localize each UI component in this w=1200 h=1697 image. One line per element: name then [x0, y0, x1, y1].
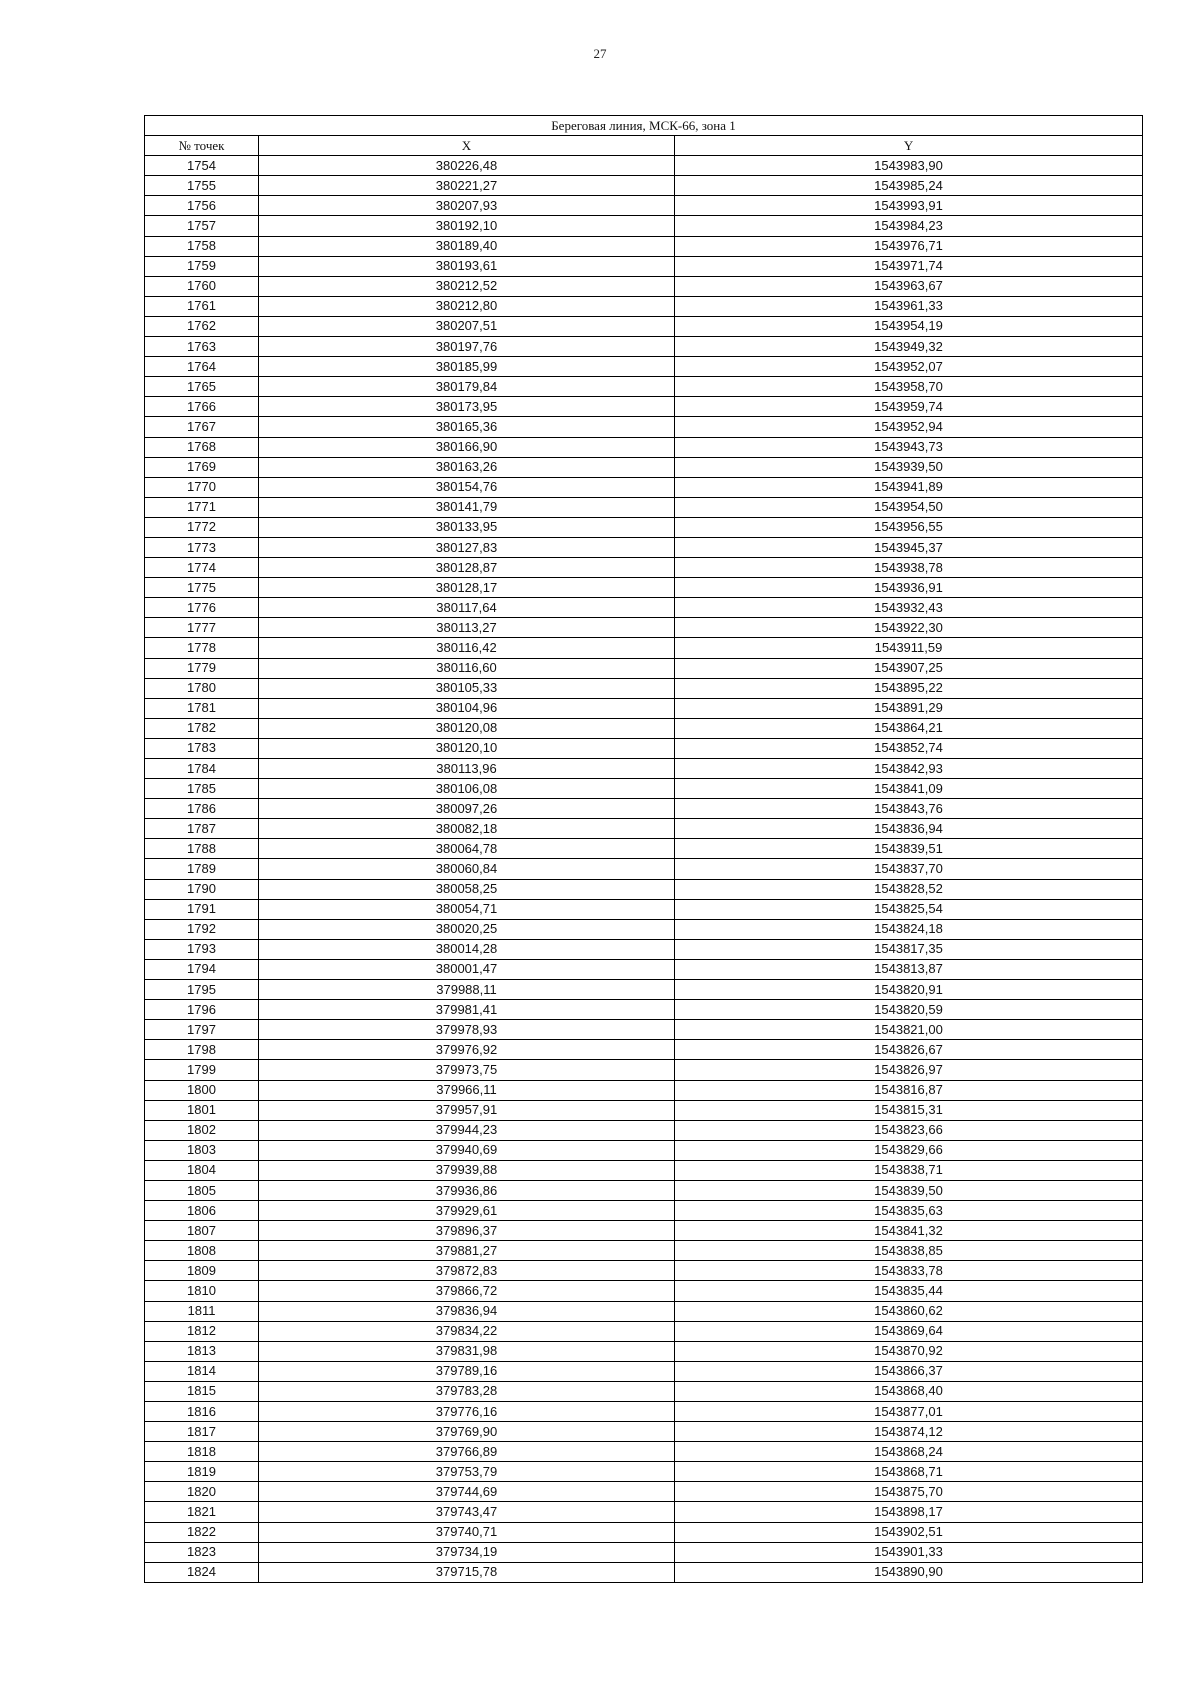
cell-point-number: 1805 — [145, 1180, 259, 1200]
table-row — [145, 1140, 1143, 1160]
table-row — [145, 578, 1143, 598]
cell-x: 380154,76 — [259, 477, 675, 497]
cell-point-number: 1803 — [145, 1140, 259, 1160]
cell-point-number: 1786 — [145, 799, 259, 819]
cell-x: 379831,98 — [259, 1341, 675, 1361]
cell-x: 380212,80 — [259, 296, 675, 316]
cell-point-number: 1772 — [145, 517, 259, 537]
cell-y: 1543828,52 — [675, 879, 1143, 899]
cell-point-number: 1795 — [145, 980, 259, 1000]
cell-x: 379836,94 — [259, 1301, 675, 1321]
cell-y: 1543868,40 — [675, 1381, 1143, 1401]
cell-y: 1543954,50 — [675, 497, 1143, 517]
cell-point-number: 1756 — [145, 196, 259, 216]
cell-y: 1543864,21 — [675, 718, 1143, 738]
cell-y: 1543875,70 — [675, 1482, 1143, 1502]
cell-x: 380001,47 — [259, 959, 675, 979]
cell-y: 1543911,59 — [675, 638, 1143, 658]
table-row — [145, 799, 1143, 819]
table-row — [145, 738, 1143, 758]
cell-x: 380163,26 — [259, 457, 675, 477]
cell-y: 1543816,87 — [675, 1080, 1143, 1100]
cell-x: 380020,25 — [259, 919, 675, 939]
cell-point-number: 1814 — [145, 1361, 259, 1381]
table-row — [145, 537, 1143, 557]
table-row — [145, 779, 1143, 799]
table-row — [145, 718, 1143, 738]
cell-x: 380128,87 — [259, 558, 675, 578]
table-row — [145, 1361, 1143, 1381]
cell-point-number: 1785 — [145, 779, 259, 799]
cell-point-number: 1793 — [145, 939, 259, 959]
cell-point-number: 1798 — [145, 1040, 259, 1060]
cell-x: 380082,18 — [259, 819, 675, 839]
cell-point-number: 1783 — [145, 738, 259, 758]
table-row — [145, 618, 1143, 638]
cell-x: 379740,71 — [259, 1522, 675, 1542]
cell-x: 380226,48 — [259, 156, 675, 176]
cell-point-number: 1791 — [145, 899, 259, 919]
cell-point-number: 1807 — [145, 1221, 259, 1241]
cell-y: 1543835,63 — [675, 1201, 1143, 1221]
cell-point-number: 1779 — [145, 658, 259, 678]
cell-x: 380127,83 — [259, 537, 675, 557]
cell-x: 380128,17 — [259, 578, 675, 598]
cell-x: 380105,33 — [259, 678, 675, 698]
cell-point-number: 1818 — [145, 1442, 259, 1462]
table-row — [145, 1402, 1143, 1422]
cell-y: 1543813,87 — [675, 959, 1143, 979]
cell-point-number: 1778 — [145, 638, 259, 658]
cell-x: 379936,86 — [259, 1180, 675, 1200]
cell-y: 1543824,18 — [675, 919, 1143, 939]
cell-y: 1543826,67 — [675, 1040, 1143, 1060]
cell-x: 380173,95 — [259, 397, 675, 417]
cell-y: 1543839,50 — [675, 1180, 1143, 1200]
cell-y: 1543932,43 — [675, 598, 1143, 618]
cell-y: 1543870,92 — [675, 1341, 1143, 1361]
cell-point-number: 1771 — [145, 497, 259, 517]
table-row — [145, 477, 1143, 497]
cell-x: 379966,11 — [259, 1080, 675, 1100]
cell-y: 1543820,91 — [675, 980, 1143, 1000]
cell-y: 1543877,01 — [675, 1402, 1143, 1422]
cell-point-number: 1813 — [145, 1341, 259, 1361]
cell-point-number: 1784 — [145, 759, 259, 779]
cell-x: 379872,83 — [259, 1261, 675, 1281]
table-row — [145, 1100, 1143, 1120]
table-row — [145, 216, 1143, 236]
cell-y: 1543939,50 — [675, 457, 1143, 477]
table-header-row — [145, 136, 1143, 156]
cell-point-number: 1799 — [145, 1060, 259, 1080]
cell-point-number: 1823 — [145, 1542, 259, 1562]
cell-x: 379776,16 — [259, 1402, 675, 1422]
table-row — [145, 759, 1143, 779]
table-row — [145, 658, 1143, 678]
cell-x: 380166,90 — [259, 437, 675, 457]
cell-point-number: 1754 — [145, 156, 259, 176]
table-row — [145, 1040, 1143, 1060]
table-row — [145, 196, 1143, 216]
table-row — [145, 1542, 1143, 1562]
cell-point-number: 1806 — [145, 1201, 259, 1221]
cell-point-number: 1820 — [145, 1482, 259, 1502]
column-header-y: Y — [675, 136, 1143, 156]
cell-y: 1543976,71 — [675, 236, 1143, 256]
cell-y: 1543838,85 — [675, 1241, 1143, 1261]
cell-x: 379988,11 — [259, 980, 675, 1000]
cell-x: 380193,61 — [259, 256, 675, 276]
cell-point-number: 1819 — [145, 1462, 259, 1482]
cell-x: 379753,79 — [259, 1462, 675, 1482]
cell-y: 1543815,31 — [675, 1100, 1143, 1120]
cell-y: 1543936,91 — [675, 578, 1143, 598]
table-row — [145, 1341, 1143, 1361]
cell-point-number: 1777 — [145, 618, 259, 638]
table-row — [145, 377, 1143, 397]
cell-x: 380165,36 — [259, 417, 675, 437]
cell-x: 379789,16 — [259, 1361, 675, 1381]
table-row — [145, 1381, 1143, 1401]
cell-point-number: 1824 — [145, 1562, 259, 1582]
cell-x: 380207,51 — [259, 316, 675, 336]
cell-point-number: 1796 — [145, 1000, 259, 1020]
cell-x: 379881,27 — [259, 1241, 675, 1261]
cell-y: 1543841,09 — [675, 779, 1143, 799]
cell-x: 379976,92 — [259, 1040, 675, 1060]
cell-point-number: 1757 — [145, 216, 259, 236]
table-row — [145, 517, 1143, 537]
table-row — [145, 1301, 1143, 1321]
cell-x: 379744,69 — [259, 1482, 675, 1502]
cell-point-number: 1781 — [145, 698, 259, 718]
table-row — [145, 1000, 1143, 1020]
cell-y: 1543984,23 — [675, 216, 1143, 236]
cell-x: 380104,96 — [259, 698, 675, 718]
cell-y: 1543843,76 — [675, 799, 1143, 819]
cell-point-number: 1780 — [145, 678, 259, 698]
table-row — [145, 1442, 1143, 1462]
table-row — [145, 839, 1143, 859]
cell-y: 1543866,37 — [675, 1361, 1143, 1381]
cell-point-number: 1804 — [145, 1160, 259, 1180]
table-row — [145, 437, 1143, 457]
cell-point-number: 1787 — [145, 819, 259, 839]
table-row — [145, 859, 1143, 879]
cell-point-number: 1760 — [145, 276, 259, 296]
cell-y: 1543901,33 — [675, 1542, 1143, 1562]
cell-point-number: 1775 — [145, 578, 259, 598]
table-row — [145, 397, 1143, 417]
cell-y: 1543842,93 — [675, 759, 1143, 779]
cell-x: 379769,90 — [259, 1422, 675, 1442]
cell-y: 1543956,55 — [675, 517, 1143, 537]
cell-x: 379939,88 — [259, 1160, 675, 1180]
cell-point-number: 1800 — [145, 1080, 259, 1100]
table-row — [145, 1241, 1143, 1261]
cell-x: 380113,96 — [259, 759, 675, 779]
cell-y: 1543954,19 — [675, 316, 1143, 336]
cell-x: 379866,72 — [259, 1281, 675, 1301]
cell-point-number: 1769 — [145, 457, 259, 477]
cell-point-number: 1770 — [145, 477, 259, 497]
table-row — [145, 357, 1143, 377]
cell-x: 380207,93 — [259, 196, 675, 216]
table-row — [145, 598, 1143, 618]
cell-x: 379766,89 — [259, 1442, 675, 1462]
table-row — [145, 1422, 1143, 1442]
cell-point-number: 1810 — [145, 1281, 259, 1301]
cell-y: 1543825,54 — [675, 899, 1143, 919]
cell-x: 379834,22 — [259, 1321, 675, 1341]
cell-y: 1543829,66 — [675, 1140, 1143, 1160]
cell-point-number: 1802 — [145, 1120, 259, 1140]
table-row — [145, 959, 1143, 979]
cell-y: 1543860,62 — [675, 1301, 1143, 1321]
cell-x: 379944,23 — [259, 1120, 675, 1140]
cell-point-number: 1816 — [145, 1402, 259, 1422]
cell-y: 1543952,07 — [675, 357, 1143, 377]
table-row — [145, 457, 1143, 477]
cell-x: 380106,08 — [259, 779, 675, 799]
cell-x: 380133,95 — [259, 517, 675, 537]
table-row — [145, 296, 1143, 316]
cell-x: 380058,25 — [259, 879, 675, 899]
table-row — [145, 236, 1143, 256]
cell-y: 1543837,70 — [675, 859, 1143, 879]
table-title-row — [145, 116, 1143, 136]
cell-point-number: 1782 — [145, 718, 259, 738]
cell-y: 1543823,66 — [675, 1120, 1143, 1140]
cell-x: 380116,60 — [259, 658, 675, 678]
cell-point-number: 1773 — [145, 537, 259, 557]
cell-x: 380060,84 — [259, 859, 675, 879]
cell-point-number: 1815 — [145, 1381, 259, 1401]
cell-x: 380014,28 — [259, 939, 675, 959]
cell-x: 380120,08 — [259, 718, 675, 738]
table-row — [145, 156, 1143, 176]
cell-point-number: 1765 — [145, 377, 259, 397]
cell-point-number: 1761 — [145, 296, 259, 316]
cell-x: 379715,78 — [259, 1562, 675, 1582]
cell-point-number: 1755 — [145, 176, 259, 196]
cell-y: 1543971,74 — [675, 256, 1143, 276]
cell-point-number: 1763 — [145, 337, 259, 357]
cell-x: 379896,37 — [259, 1221, 675, 1241]
coordinates-table — [144, 115, 1143, 1583]
cell-y: 1543943,73 — [675, 437, 1143, 457]
table-row — [145, 939, 1143, 959]
cell-y: 1543852,74 — [675, 738, 1143, 758]
table-row — [145, 558, 1143, 578]
table-row — [145, 919, 1143, 939]
cell-x: 379783,28 — [259, 1381, 675, 1401]
cell-x: 379929,61 — [259, 1201, 675, 1221]
table-row — [145, 819, 1143, 839]
cell-x: 379978,93 — [259, 1020, 675, 1040]
cell-x: 379940,69 — [259, 1140, 675, 1160]
table-row — [145, 1020, 1143, 1040]
table-row — [145, 899, 1143, 919]
cell-point-number: 1790 — [145, 879, 259, 899]
table-row — [145, 1160, 1143, 1180]
cell-x: 380064,78 — [259, 839, 675, 859]
cell-point-number: 1801 — [145, 1100, 259, 1120]
cell-y: 1543868,24 — [675, 1442, 1143, 1462]
cell-point-number: 1789 — [145, 859, 259, 879]
cell-x: 379957,91 — [259, 1100, 675, 1120]
table-row — [145, 879, 1143, 899]
cell-point-number: 1822 — [145, 1522, 259, 1542]
table-row — [145, 337, 1143, 357]
cell-point-number: 1821 — [145, 1502, 259, 1522]
cell-x: 380097,26 — [259, 799, 675, 819]
cell-y: 1543898,17 — [675, 1502, 1143, 1522]
cell-x: 379981,41 — [259, 1000, 675, 1020]
table-row — [145, 1562, 1143, 1582]
table-title: Береговая линия, МСК-66, зона 1 — [145, 116, 1143, 136]
column-header-point-number: № точек — [145, 136, 259, 156]
table-row — [145, 638, 1143, 658]
cell-y: 1543945,37 — [675, 537, 1143, 557]
cell-point-number: 1817 — [145, 1422, 259, 1442]
cell-point-number: 1764 — [145, 357, 259, 377]
cell-x: 380185,99 — [259, 357, 675, 377]
cell-y: 1543983,90 — [675, 156, 1143, 176]
table-body — [145, 156, 1143, 1583]
cell-point-number: 1762 — [145, 316, 259, 336]
cell-x: 380221,27 — [259, 176, 675, 196]
cell-y: 1543993,91 — [675, 196, 1143, 216]
table-row — [145, 1201, 1143, 1221]
cell-x: 379973,75 — [259, 1060, 675, 1080]
table-row — [145, 176, 1143, 196]
cell-y: 1543922,30 — [675, 618, 1143, 638]
table-row — [145, 1522, 1143, 1542]
cell-x: 380054,71 — [259, 899, 675, 919]
cell-y: 1543826,97 — [675, 1060, 1143, 1080]
table-row — [145, 698, 1143, 718]
cell-point-number: 1812 — [145, 1321, 259, 1341]
cell-y: 1543959,74 — [675, 397, 1143, 417]
cell-point-number: 1792 — [145, 919, 259, 939]
cell-point-number: 1759 — [145, 256, 259, 276]
cell-y: 1543839,51 — [675, 839, 1143, 859]
table-row — [145, 497, 1143, 517]
table-row — [145, 1180, 1143, 1200]
cell-x: 380192,10 — [259, 216, 675, 236]
cell-x: 380141,79 — [259, 497, 675, 517]
cell-y: 1543835,44 — [675, 1281, 1143, 1301]
cell-point-number: 1809 — [145, 1261, 259, 1281]
table-row — [145, 276, 1143, 296]
cell-y: 1543902,51 — [675, 1522, 1143, 1542]
cell-point-number: 1766 — [145, 397, 259, 417]
table-row — [145, 1462, 1143, 1482]
cell-x: 380189,40 — [259, 236, 675, 256]
cell-point-number: 1758 — [145, 236, 259, 256]
table-row — [145, 678, 1143, 698]
table-row — [145, 1281, 1143, 1301]
table-row — [145, 1080, 1143, 1100]
table-row — [145, 1482, 1143, 1502]
cell-y: 1543949,32 — [675, 337, 1143, 357]
cell-y: 1543890,90 — [675, 1562, 1143, 1582]
cell-point-number: 1797 — [145, 1020, 259, 1040]
table-row — [145, 1261, 1143, 1281]
cell-x: 380212,52 — [259, 276, 675, 296]
table-row — [145, 980, 1143, 1000]
table-row — [145, 1060, 1143, 1080]
cell-y: 1543820,59 — [675, 1000, 1143, 1020]
cell-y: 1543958,70 — [675, 377, 1143, 397]
column-header-x: X — [259, 136, 675, 156]
table-row — [145, 316, 1143, 336]
cell-y: 1543838,71 — [675, 1160, 1143, 1180]
cell-y: 1543874,12 — [675, 1422, 1143, 1442]
cell-x: 380179,84 — [259, 377, 675, 397]
cell-x: 380197,76 — [259, 337, 675, 357]
page-number: 27 — [593, 46, 607, 61]
cell-point-number: 1794 — [145, 959, 259, 979]
table-row — [145, 256, 1143, 276]
table-row — [145, 1502, 1143, 1522]
cell-point-number: 1774 — [145, 558, 259, 578]
table-row — [145, 1120, 1143, 1140]
cell-point-number: 1808 — [145, 1241, 259, 1261]
cell-x: 380113,27 — [259, 618, 675, 638]
cell-y: 1543985,24 — [675, 176, 1143, 196]
cell-y: 1543938,78 — [675, 558, 1143, 578]
cell-y: 1543963,67 — [675, 276, 1143, 296]
cell-y: 1543961,33 — [675, 296, 1143, 316]
table-row — [145, 417, 1143, 437]
cell-point-number: 1811 — [145, 1301, 259, 1321]
cell-y: 1543868,71 — [675, 1462, 1143, 1482]
cell-y: 1543817,35 — [675, 939, 1143, 959]
table-row — [145, 1221, 1143, 1241]
table-row — [145, 1321, 1143, 1341]
cell-y: 1543841,32 — [675, 1221, 1143, 1241]
cell-x: 380120,10 — [259, 738, 675, 758]
cell-y: 1543833,78 — [675, 1261, 1143, 1281]
cell-point-number: 1776 — [145, 598, 259, 618]
cell-x: 379734,19 — [259, 1542, 675, 1562]
cell-y: 1543869,64 — [675, 1321, 1143, 1341]
cell-y: 1543821,00 — [675, 1020, 1143, 1040]
cell-y: 1543941,89 — [675, 477, 1143, 497]
cell-x: 379743,47 — [259, 1502, 675, 1522]
cell-y: 1543952,94 — [675, 417, 1143, 437]
cell-x: 380117,64 — [259, 598, 675, 618]
cell-point-number: 1788 — [145, 839, 259, 859]
cell-x: 380116,42 — [259, 638, 675, 658]
cell-point-number: 1767 — [145, 417, 259, 437]
cell-y: 1543907,25 — [675, 658, 1143, 678]
cell-y: 1543891,29 — [675, 698, 1143, 718]
cell-point-number: 1768 — [145, 437, 259, 457]
cell-y: 1543895,22 — [675, 678, 1143, 698]
cell-y: 1543836,94 — [675, 819, 1143, 839]
